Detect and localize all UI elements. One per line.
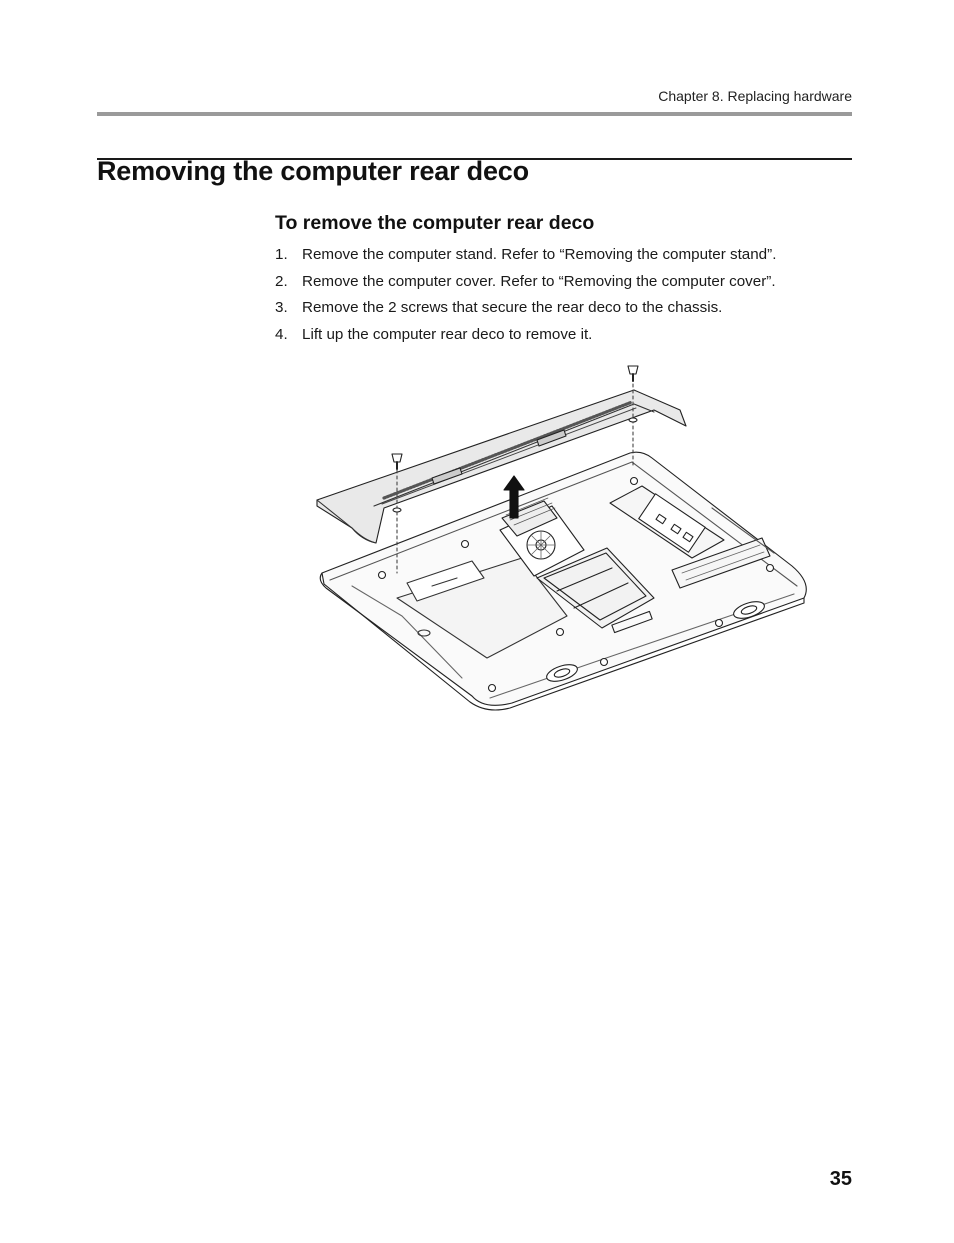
page-title: Removing the computer rear deco (97, 156, 529, 186)
step-item (275, 325, 865, 352)
header-rule (97, 112, 852, 116)
step-item (275, 245, 865, 272)
page-number: 35 (829, 1168, 852, 1190)
step-text: Remove the computer stand. Refer to “Removing the computer stand”. (302, 246, 777, 263)
step-text: Remove the 2 screws that secure the rear deco to the chassis. (302, 299, 723, 317)
step-item (275, 298, 865, 325)
steps-list (275, 245, 865, 351)
step-item (275, 272, 865, 299)
rear-deco-removal-diagram (312, 358, 818, 716)
step-number: 2. (275, 272, 288, 290)
step-text: Remove the computer cover. Refer to “Removing the computer cover”. (302, 272, 776, 290)
step-number: 3. (275, 299, 288, 317)
chapter-header: Chapter 8. Replacing hardware (658, 88, 852, 104)
step-text: Lift up the computer rear deco to remove it. (302, 325, 593, 343)
step-number: 4. (275, 325, 288, 343)
step-number: 1. (275, 246, 288, 263)
section-heading: To remove the computer rear deco (275, 212, 595, 234)
